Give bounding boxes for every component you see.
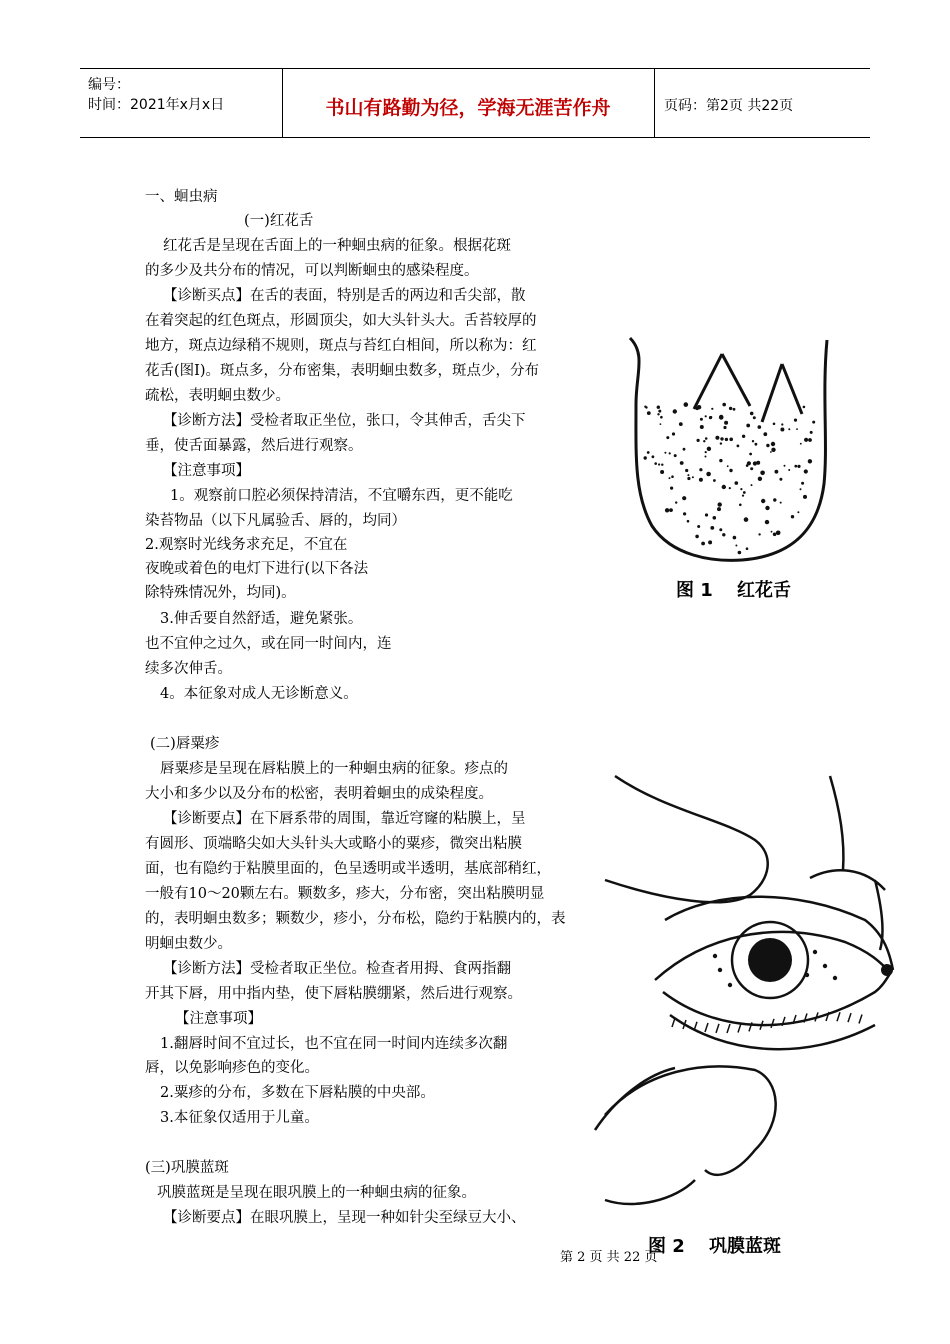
text-line: 3.伸舌要自然舒适，避免紧张。	[160, 611, 363, 627]
text-line: 疏松，表明蛔虫数少。	[145, 388, 290, 404]
text-line: 【注意事项】	[175, 1011, 262, 1027]
header-number: 编号：	[88, 77, 130, 93]
text-line: 有圆形、顶端略尖如大头针头大或略小的粟疹，微突出粘膜	[145, 836, 522, 852]
text-line: 1.翻唇时间不宜过长，也不宜在同一时间内连续多次翻	[160, 1036, 508, 1052]
text-line: 的多少及共分布的情况，可以判断蛔虫的感染程度。	[145, 263, 479, 279]
header-motto: 书山有路勤为径，学海无涯苦作舟	[325, 97, 611, 119]
text-line: 花舌(图I)。斑点多，分布密集，表明蛔虫数多，斑点少，分布	[145, 363, 540, 379]
text-line: 4。本征象对成人无诊断意义。	[160, 686, 358, 702]
text-line: 1。观察前口腔必须保持清洁，不宜嚼东西，更不能吃	[170, 488, 513, 504]
text-line: 3.本征象仅适用于儿童。	[160, 1110, 319, 1126]
text-line: 【诊断要点】在下唇系带的周围，靠近穹窿的粘膜上，呈	[163, 811, 526, 827]
text-line: 夜晚或着色的电灯下进行(以下各法	[145, 561, 369, 577]
text-line: 的，表明蛔虫数多；颗数少，疹小，分布松，隐约于粘膜内的，表	[145, 911, 566, 927]
text-line: 地方，斑点边绿稍不规则，斑点与苔红白相间，所以称为：红	[145, 338, 537, 354]
text-line: 大小和多少以及分布的松密，表明着蛔虫的成染程度。	[145, 786, 493, 802]
header-date: 时间：2021年x月x日	[88, 97, 225, 113]
text-line: 在着突起的红色斑点，形圆顶尖，如大头针头大。舌苔较厚的	[145, 313, 537, 329]
text-line: 除特殊情况外，均同)。	[145, 585, 296, 601]
text-line: 明蛔虫数少。	[145, 936, 232, 952]
text-line: 2.观察时光线务求充足，不宜在	[145, 537, 348, 553]
subsection-heading: (二)唇粟疹	[150, 736, 220, 752]
text-line: 一般有10～20颗左右。颗数多，疹大，分布密，突出粘膜明显	[145, 886, 545, 902]
header-divider	[654, 69, 655, 137]
section-heading: 一、蛔虫病	[145, 189, 218, 205]
text-line: 染苔物品（以下凡属验舌、唇的，均同）	[145, 513, 406, 529]
text-line: 唇，以免影响疹色的变化。	[145, 1060, 319, 1076]
tongue-illustration	[622, 334, 840, 566]
page-header	[80, 68, 870, 138]
text-line: 红花舌是呈现在舌面上的一种蛔虫病的征象。根据花斑	[163, 238, 511, 254]
header-meta	[88, 75, 224, 115]
text-line: 【诊断要点】在眼巩膜上，呈现一种如针尖至绿豆大小、	[163, 1210, 526, 1226]
text-line: 【诊断买点】在舌的表面，特别是舌的两边和舌尖部，散	[163, 288, 526, 304]
page-footer: 第 2 页 共 22 页	[560, 1250, 658, 1265]
text-line: 唇粟疹是呈现在唇粘膜上的一种蛔虫病的征象。疹点的	[160, 761, 508, 777]
text-line: 面，也有隐约于粘膜里面的，色呈透明或半透明，基底部稍红，	[145, 861, 551, 877]
text-line: 【诊断方法】受检者取正坐位，张口，令其伸舌，舌尖下	[163, 413, 526, 429]
subsection-heading: (一)红花舌	[244, 213, 314, 229]
figure-2-caption: 图 2 巩膜蓝斑	[648, 1236, 782, 1257]
text-line: 巩膜蓝斑是呈现在眼巩膜上的一种蛔虫病的征象。	[157, 1185, 476, 1201]
text-line: 【注意事项】	[163, 463, 250, 479]
text-line: 垂，使舌面暴露，然后进行观察。	[145, 438, 363, 454]
figure-1-caption: 图 1 红花舌	[676, 580, 792, 601]
header-page-number: 页码：第2页 共22页	[664, 98, 794, 114]
subsection-heading: (三)巩膜蓝斑	[145, 1160, 229, 1176]
text-line: 【诊断方法】受检者取正坐位。检查者用拇、食两指翻	[163, 961, 511, 977]
text-line: 开其下唇，用中指内垫，使下唇粘膜绷紧，然后进行观察。	[145, 986, 522, 1002]
eye-illustration	[575, 770, 915, 1225]
text-line: 也不宜仲之过久，或在同一时间内，连	[145, 636, 392, 652]
text-line: 续多次伸舌。	[145, 661, 232, 677]
text-line: 2.粟疹的分布，多数在下唇粘膜的中央部。	[160, 1085, 435, 1101]
